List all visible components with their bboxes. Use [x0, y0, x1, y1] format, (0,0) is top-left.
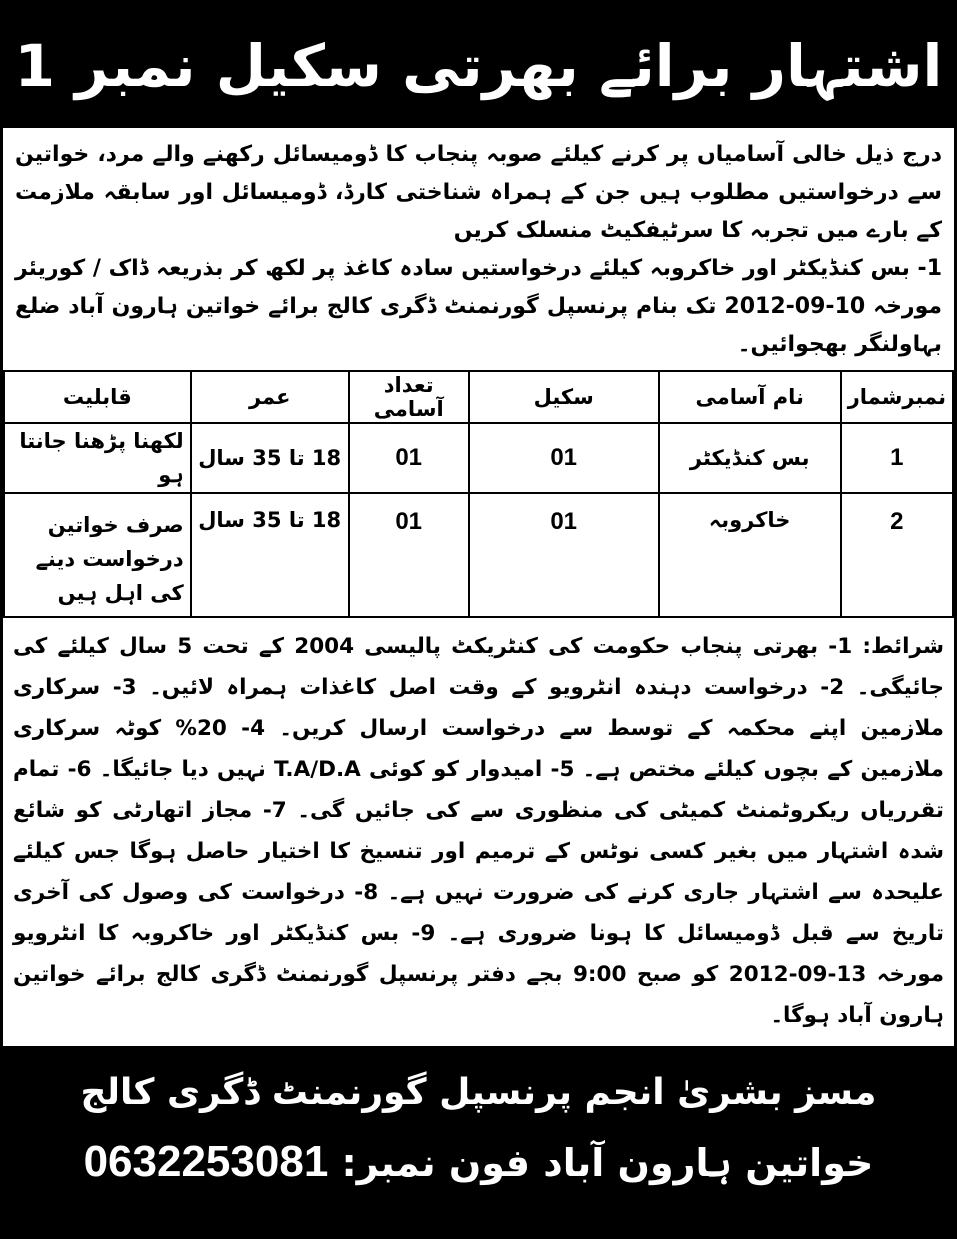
cell-qualification: لکھنا پڑھنا جانتا ہو	[4, 423, 191, 493]
contact-line	[3, 1137, 954, 1187]
vacancies-table	[3, 370, 954, 618]
table-row	[4, 423, 953, 493]
cell-qualification: صرف خواتین درخواست دینے کی اہل ہیں	[4, 493, 191, 617]
intro-paragraph: درج ذیل خالی آسامیاں پر کرنے کیلئے صوبہ پنجاب کا ڈومیسائل رکھنے والے مرد، خواتین سے درخواستیں مطلوب ہیں جن کے ہمراہ شناختی کارڈ، ڈومیسائل اور سابقہ ملازمت کے بارے میں تجربہ کا سرٹیفکیٹ منسلک کریں	[15, 142, 942, 243]
header-scale: سکیل	[469, 371, 659, 423]
cell-age: 18 تا 35 سال	[191, 423, 349, 493]
header-post-count: تعداد آسامی	[349, 371, 469, 423]
phone-number: 0632253081	[83, 1137, 329, 1186]
cell-age: 18 تا 35 سال	[191, 493, 349, 617]
cell-post-name: خاکروبہ	[659, 493, 841, 617]
footer-band	[3, 1046, 954, 1236]
terms-text: شرائط: 1- بھرتی پنجاب حکومت کی کنٹریکٹ پالیسی 2004 کے تحت 5 سال کیلئے کی جائیگی۔ 2- درخواست دہندہ انٹرویو کے وقت اصل کاغذات ہمراہ لائیں۔ 3- سرکاری ملازمین اپنے محکمہ کے توسط سے درخواست ارسال کریں۔ 4- 20% کوٹہ سرکاری ملازمین کے بچوں کیلئے مختص ہے۔ 5- امیدوار کو کوئی T.A/D.A نہیں دیا جائیگا۔ 6- تمام تقرریاں ریکروٹمنٹ کمیٹی کی منظوری سے کی جائیں گی۔ 7- مجاز اتھارٹی کو شائع شدہ اشتہار میں بغیر کسی نوٹس کے ترمیم اور تنسیخ کا اختیار حاصل ہوگا جس کیلئے علیحدہ سے اشتہار جاری کرنے کی ضرورت نہیں ہے۔ 8- درخواست کی وصول کی آخری تاریخ سے قبل ڈومیسائل کا ہونا ضروری ہے۔ 9- بس کنڈیکٹر اور خاکروبہ کا انٹرویو مورخہ 13-09-2012 کو صبح 9:00 بجے دفتر پرنسپل گورنمنٹ ڈگری کالج برائے خواتین ہارون آباد ہوگا۔	[13, 634, 945, 1028]
signatory: مسز بشریٰ انجم پرنسپل گورنمنٹ ڈگری کالج	[80, 1072, 877, 1113]
ad-title: اشتہار برائے بھرتی سکیل نمبر 1	[3, 3, 954, 128]
table-row	[4, 493, 953, 617]
cell-scale: 01	[469, 423, 659, 493]
cell-serial: 1	[841, 423, 953, 493]
cell-serial: 2	[841, 493, 953, 617]
header-age: عمر	[191, 371, 349, 423]
header-post-name: نام آسامی	[659, 371, 841, 423]
cell-post-count: 01	[349, 493, 469, 617]
cell-post-name: بس کنڈیکٹر	[659, 423, 841, 493]
intro-section	[3, 128, 954, 370]
table-header-row	[4, 371, 953, 423]
phone-label: خواتین ہارون آباد فون نمبر:	[341, 1141, 874, 1185]
cell-post-count: 01	[349, 423, 469, 493]
header-serial: نمبرشمار	[841, 371, 953, 423]
header-qualification: قابلیت	[4, 371, 191, 423]
terms-section	[3, 618, 954, 1046]
cell-scale: 01	[469, 493, 659, 617]
application-instructions: 1- بس کنڈیکٹر اور خاکروبہ کیلئے درخواستیں سادہ کاغذ پر لکھ کر بذریعہ ڈاک / کوریئر مورخہ 10-09-2012 تک بنام پرنسپل گورنمنٹ ڈگری کالج برائے خواتین ہارون آباد ضلع بہاولنگر بھجوائیں۔	[15, 256, 943, 357]
